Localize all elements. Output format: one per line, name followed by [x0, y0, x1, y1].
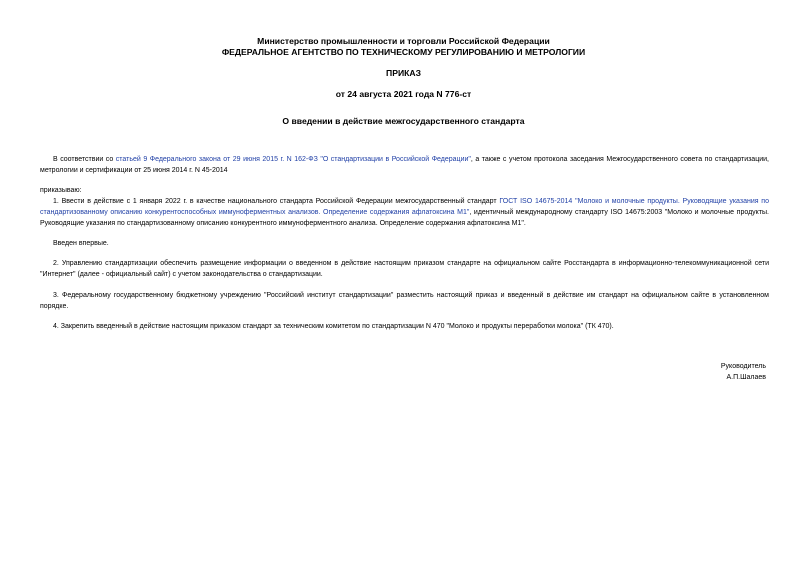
item-2-paragraph: 2. Управлению стандартизации обеспечить размещение информации о введенном в действие настоящим приказом стандарте на официальном сайте Росстандарта в информационно-телекоммуникационной сети "Интернет" (далее - официальный сайт) с учетом законодательства о стандартизации. — [40, 260, 769, 278]
preamble-paragraph — [40, 154, 769, 176]
preamble-text-start: В соответствии со — [53, 156, 116, 163]
signature-title: Руководитель — [720, 363, 766, 370]
item-4-paragraph: 4. Закрепить введенный в действие настоящим приказом стандарт за техническим комитетом по стандартизации N 470 "Молоко и продукты переработки молока" (ТК 470). — [53, 323, 614, 330]
item-3-paragraph: 3. Федеральному государственному бюджетному учреждению "Российский институт стандартизации" разместить настоящий приказ и введенный в действие им стандарт на официальном сайте в установленном порядке. — [40, 292, 769, 310]
item-1-text-end: , идентичный международному стандарту ISO 14675:2003 "Молоко и молочные продукты. Руководящие указания по стандартизованному описанию конкурентного иммуноферментного анализа. Определение содержания афлатоксина М1". — [40, 209, 769, 227]
agency-name: ФЕДЕРАЛЬНОЕ АГЕНТСТВО ПО ТЕХНИЧЕСКОМУ РЕГУЛИРОВАНИЮ И МЕТРОЛОГИИ — [221, 47, 586, 57]
item-1-text-start: 1. Ввести в действие с 1 января 2022 г. в качестве национального стандарта Российской Федерации межгосударственный стандарт — [53, 198, 500, 205]
document-date-number: от 24 августа 2021 года N 776-ст — [335, 89, 472, 99]
ministry-name: Министерство промышленности и торговли Российской Федерации — [257, 36, 550, 46]
federal-law-link[interactable]: статьей 9 Федерального закона от 29 июня 2015 г. N 162-ФЗ "О стандартизации в Российской Федерации" — [115, 156, 471, 163]
signature-name: А.П.Шалаев — [726, 374, 766, 381]
document-type: ПРИКАЗ — [386, 68, 421, 78]
first-introduced-note: Введен впервые. — [53, 240, 109, 247]
preamble-text-end: , а также с учетом протокола заседания Межгосударственного совета по стандартизации, метрологии и сертификации от 25 июня 2014 г. N 45-2014 — [40, 156, 769, 174]
order-word: приказываю: — [40, 187, 82, 194]
document-subject: О введении в действие межгосударственного стандарта — [282, 116, 525, 126]
gost-standard-link[interactable]: ГОСТ ISO 14675-2014 "Молоко и молочные продукты. Руководящие указания по стандартизованному описанию конкурентоспособных иммуноферментных анализов. Определение содержания афлатоксина М1" — [40, 198, 769, 216]
item-1-paragraph — [40, 196, 769, 229]
